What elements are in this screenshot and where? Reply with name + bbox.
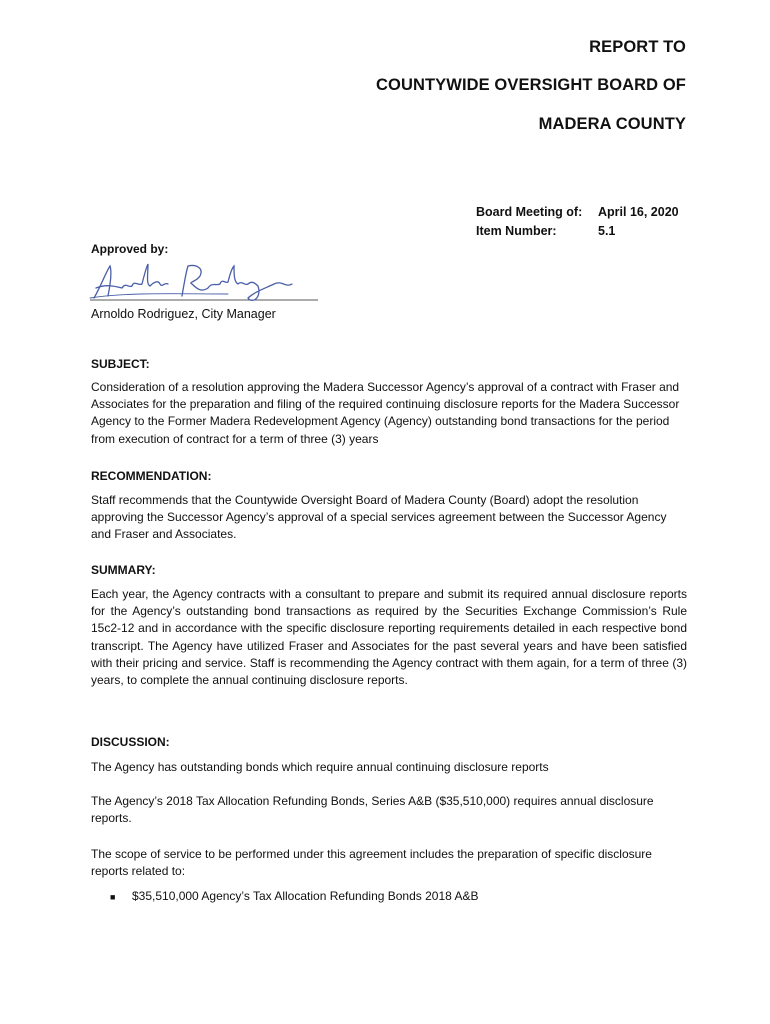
discussion-paragraph-3: The scope of service to be performed under this agreement includes the preparation of specific disclosure reports related to: xyxy=(91,847,652,879)
item-number-label: Item Number: xyxy=(476,224,557,238)
discussion-paragraph-1: The Agency has outstanding bonds which require annual continuing disclosure reports xyxy=(91,760,549,774)
summary-text: Each year, the Agency contracts with a consultant to prepare and submit its required annual disclosure reports for the Agency’s outstanding bond transactions as required by the Securities Exchange Commission’s Rule 15c2-12 and in accordance with the specific disclosure reporting requirements detailed in each respective bond transcript. The Agency have utilized Fraser and Associates for the past several years and have been satisfied with their pricing and service. Staff is recommending the Agency contract with them again, for a term of three (3) years, to complete the annual continuing disclosure reports. xyxy=(91,587,687,688)
recommendation-text: Staff recommends that the Countywide Oversight Board of Madera County (Board) adopt the resolution approving the Successor Agency’s approval of a special services agreement between the Successor Agency and Fraser and Associates. xyxy=(91,493,667,542)
bullet-square-icon: ■ xyxy=(110,892,116,902)
discussion-heading: DISCUSSION: xyxy=(91,735,170,749)
summary-heading: SUMMARY: xyxy=(91,563,156,577)
item-number-row xyxy=(476,222,679,241)
approved-by-label: Approved by: xyxy=(91,242,169,256)
discussion-paragraph-2: The Agency’s 2018 Tax Allocation Refunding Bonds, Series A&B ($35,510,000) requires annual disclosure reports. xyxy=(91,794,654,826)
list-item xyxy=(110,889,479,906)
meeting-info xyxy=(476,203,679,241)
subject-heading: SUBJECT: xyxy=(91,357,150,371)
subject-text: Consideration of a resolution approving the Madera Successor Agency’s approval of a contract with Fraser and Associates for the preparation and filing of the required continuing disclosure reports for the Madera Successor Agency to the Former Madera Redevelopment Agency (Agency) outstanding bond transactions for the period from execution of contract for a term of three (3) years xyxy=(91,380,680,446)
recommendation-heading: RECOMMENDATION: xyxy=(91,469,212,483)
report-title-line-2: COUNTYWIDE OVERSIGHT BOARD OF xyxy=(376,76,686,94)
meeting-date-value: April 16, 2020 xyxy=(598,205,679,219)
signer-name: Arnoldo Rodriguez, City Manager xyxy=(91,307,276,321)
signature-image xyxy=(88,258,320,306)
item-number-value: 5.1 xyxy=(598,224,616,238)
report-title-line-3: MADERA COUNTY xyxy=(538,115,686,133)
meeting-date-label: Board Meeting of: xyxy=(476,205,583,219)
meeting-date-row xyxy=(476,203,679,222)
report-title-line-1: REPORT TO xyxy=(589,38,686,56)
list-item-text: $35,510,000 Agency’s Tax Allocation Refunding Bonds 2018 A&B xyxy=(132,889,479,903)
